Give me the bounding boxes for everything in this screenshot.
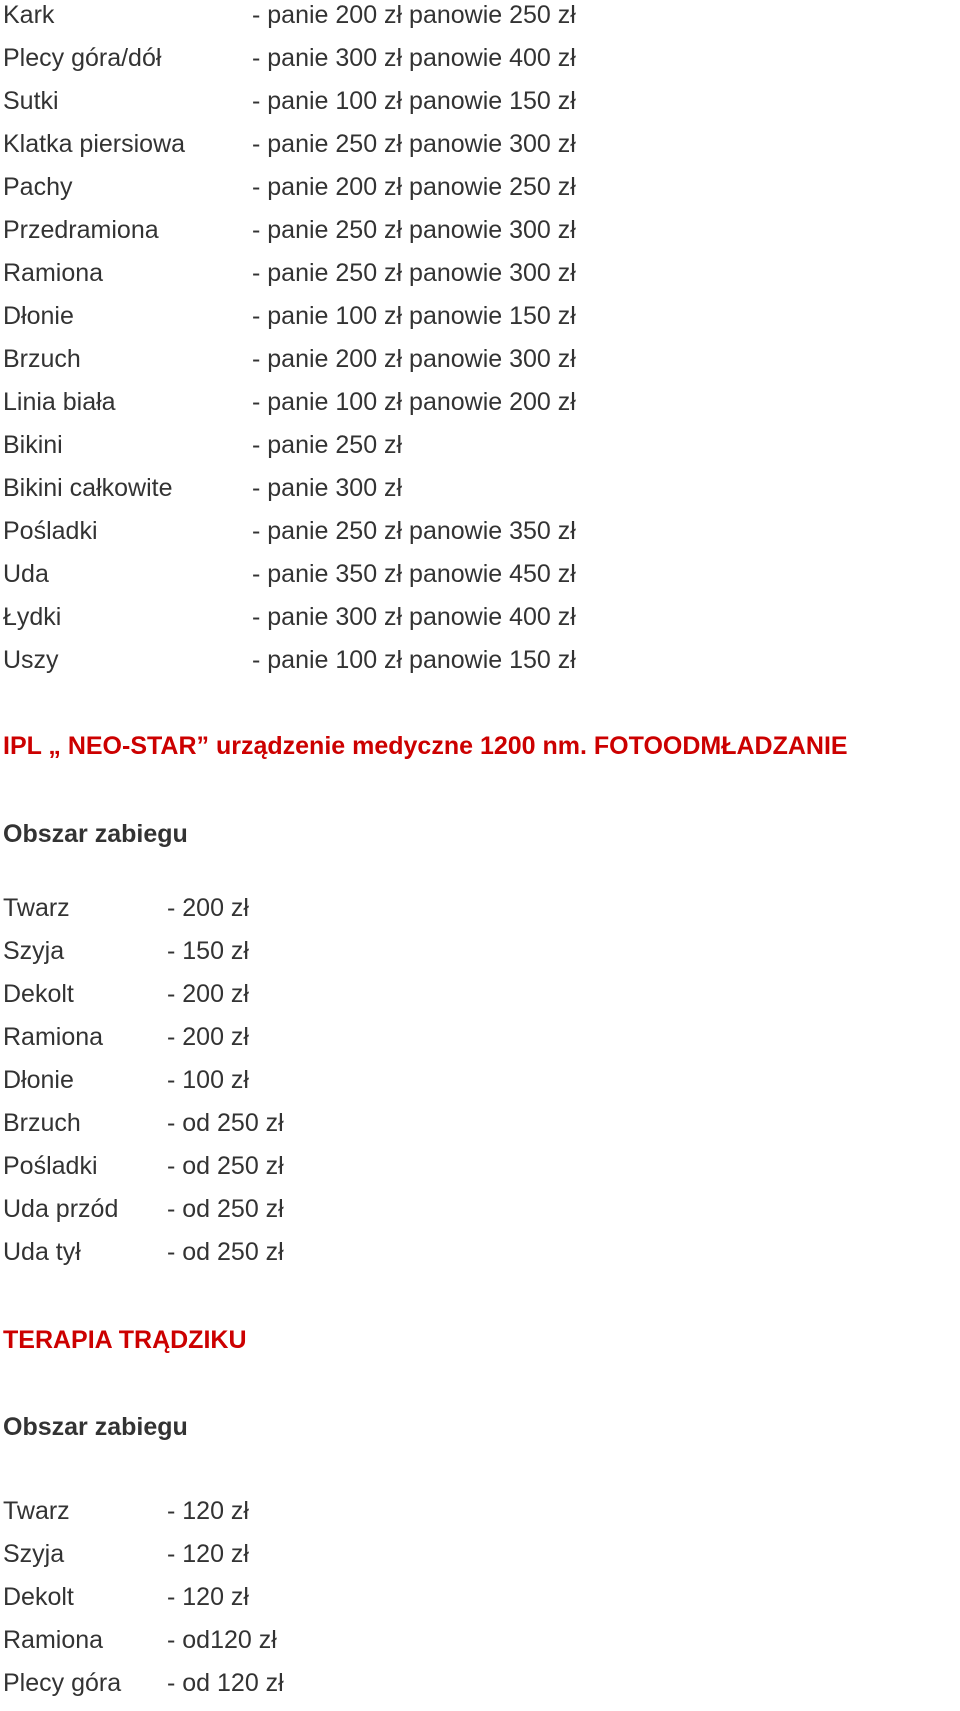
area-price: - panie 350 zł panowie 450 zł [252, 560, 576, 588]
area-name: Dekolt [3, 1583, 74, 1611]
area-name: Pośladki [3, 517, 98, 545]
area-name: Brzuch [3, 1109, 81, 1137]
area-price: - panie 200 zł panowie 300 zł [252, 345, 576, 373]
area-name: Sutki [3, 87, 59, 115]
area-name: Ramiona [3, 1023, 104, 1051]
area-name: Uda [3, 560, 49, 588]
area-price: - 120 zł [167, 1583, 249, 1611]
area-price: - panie 300 zł panowie 400 zł [252, 603, 576, 631]
area-price: - panie 300 zł panowie 400 zł [252, 44, 576, 72]
area-price: - panie 250 zł panowie 350 zł [252, 517, 576, 545]
area-name: Szyja [3, 1540, 65, 1568]
area-name: Pachy [3, 173, 73, 201]
area-price: - panie 100 zł panowie 150 zł [252, 302, 576, 330]
area-price: - panie 200 zł panowie 250 zł [252, 173, 576, 201]
area-name: Twarz [3, 894, 70, 922]
area-price: - 150 zł [167, 937, 249, 965]
area-price: - od 250 zł [167, 1152, 284, 1180]
area-name: Plecy góra [3, 1669, 122, 1697]
area-name: Dłonie [3, 1066, 74, 1094]
area-name: Łydki [3, 603, 62, 631]
area-price: - panie 250 zł panowie 300 zł [252, 259, 576, 287]
area-name: Dekolt [3, 980, 74, 1008]
area-price: - 120 zł [167, 1540, 249, 1568]
area-name: Ramiona [3, 1626, 104, 1654]
area-price: - od 250 zł [167, 1109, 284, 1137]
area-name: Przedramiona [3, 216, 159, 244]
area-price: - panie 200 zł panowie 250 zł [252, 1, 576, 29]
area-name: Plecy góra/dół [3, 44, 162, 72]
area-price: - panie 100 zł panowie 150 zł [252, 87, 576, 115]
area-name: Bikini całkowite [3, 474, 173, 502]
area-price: - od 120 zł [167, 1669, 284, 1697]
area-name: Pośladki [3, 1152, 98, 1180]
acne-section-title: TERAPIA TRĄDZIKU [3, 1326, 247, 1354]
area-price: - 200 zł [167, 980, 249, 1008]
area-price: - 200 zł [167, 894, 249, 922]
area-name: Klatka piersiowa [3, 130, 186, 158]
area-price: - od 250 zł [167, 1195, 284, 1223]
area-name: Ramiona [3, 259, 104, 287]
area-price: - panie 250 zł [252, 431, 403, 459]
area-name: Uda przód [3, 1195, 119, 1223]
area-name: Linia biała [3, 388, 116, 416]
area-price: - od 250 zł [167, 1238, 284, 1266]
area-name: Brzuch [3, 345, 81, 373]
area-name: Uszy [3, 646, 59, 674]
area-price: - panie 300 zł [252, 474, 403, 502]
acne-area-heading: Obszar zabiegu [3, 1413, 188, 1441]
area-name: Bikini [3, 431, 63, 459]
area-name: Twarz [3, 1497, 70, 1525]
area-price: - od120 zł [167, 1626, 277, 1654]
area-price: - panie 100 zł panowie 200 zł [252, 388, 576, 416]
ipl-section-title: IPL „ NEO-STAR” urządzenie medyczne 1200 nm. FOTOODMŁADZANIE [3, 732, 848, 760]
ipl-area-heading: Obszar zabiegu [3, 820, 188, 848]
area-name: Dłonie [3, 302, 74, 330]
area-price: - panie 250 zł panowie 300 zł [252, 130, 576, 158]
area-price: - panie 100 zł panowie 150 zł [252, 646, 576, 674]
area-price: - 200 zł [167, 1023, 249, 1051]
area-price: - 100 zł [167, 1066, 249, 1094]
area-price: - panie 250 zł panowie 300 zł [252, 216, 576, 244]
area-price: - 120 zł [167, 1497, 249, 1525]
area-name: Uda tył [3, 1238, 81, 1266]
area-name: Kark [3, 1, 55, 29]
area-name: Szyja [3, 937, 65, 965]
